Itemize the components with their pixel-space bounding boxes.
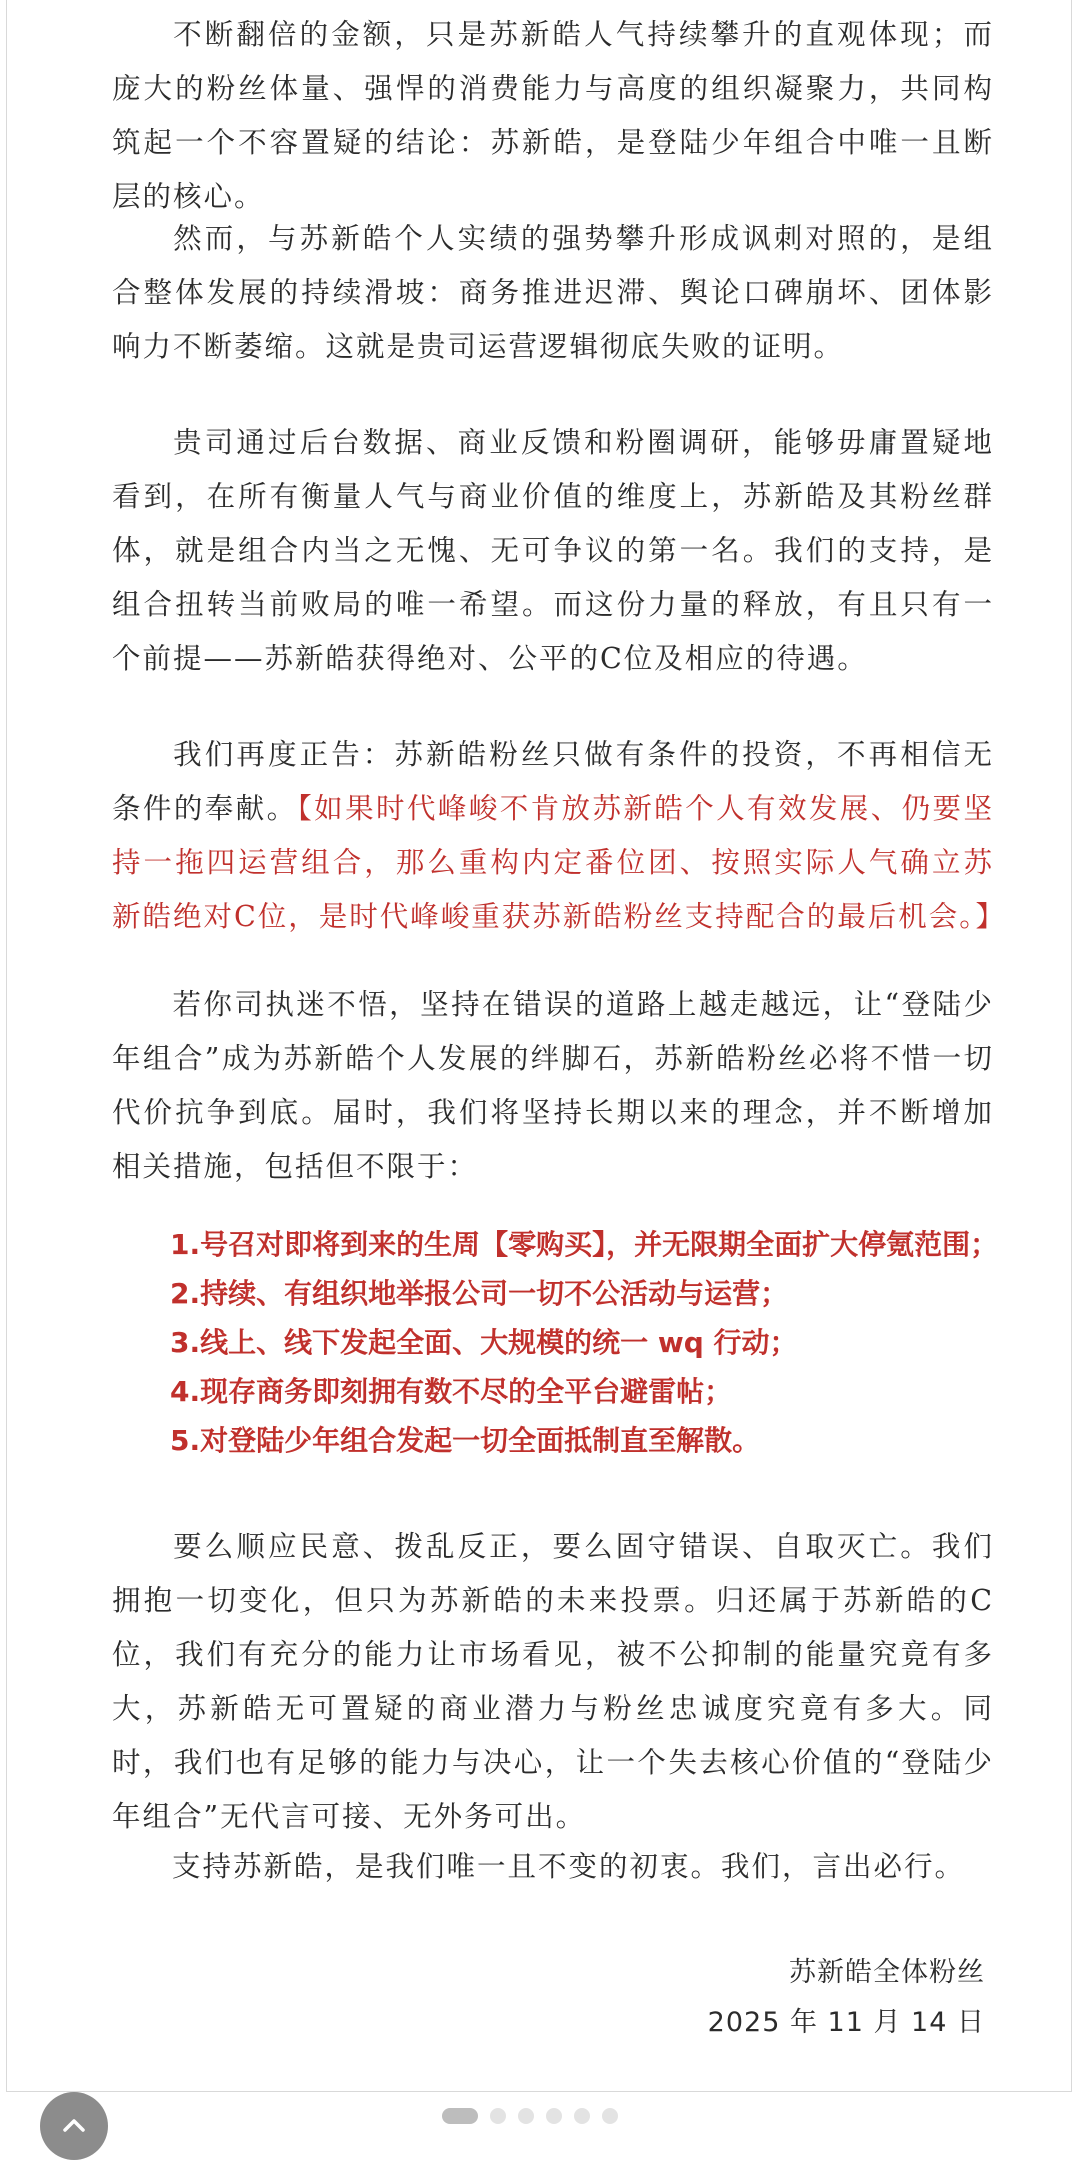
page-dot[interactable] <box>490 2108 506 2124</box>
measure-item: 3.线上、线下发起全面、大规模的统一 wq 行动； <box>170 1326 798 1359</box>
paragraph-closing: 支持苏新皓，是我们唯一且不变的初衷。我们，言出必行。 <box>172 1850 966 1883</box>
measures-list <box>170 1220 1020 1465</box>
paragraph-1: 不断翻倍的金额，只是苏新皓人气持续攀升的直观体现；而庞大的粉丝体量、强悍的消费能力与高度的组织凝聚力，共同构筑起一个不容置疑的结论：苏新皓，是登陆少年组合中唯一且断层的核心。 <box>112 18 994 213</box>
chevron-up-icon <box>59 2111 89 2141</box>
page-dot[interactable] <box>574 2108 590 2124</box>
scroll-to-top-button[interactable] <box>40 2092 108 2160</box>
paragraph-measures-intro: 若你司执迷不悟，坚持在错误的道路上越走越远，让“登陆少年组合”成为苏新皓个人发展的绊脚石，苏新皓粉丝必将不惜一切代价抗争到底。届时，我们将坚持长期以来的理念，并不断增加相关措施，包括但不限于： <box>112 988 994 1183</box>
paragraph-warning <box>112 728 1007 944</box>
page-dot[interactable] <box>442 2108 478 2124</box>
signature-date: 2025 年 11 月 14 日 <box>707 2007 985 2038</box>
warning-lead: 我们再度正告：苏新皓粉丝只做有条件的投资，不再相信无条件的奉献。 <box>112 738 994 825</box>
measure-item: 5.对登陆少年组合发起一切全面抵制直至解散。 <box>170 1424 761 1457</box>
measure-item: 1.号召对即将到来的生周【零购买】，并无限期全面扩大停氪范围； <box>170 1228 999 1261</box>
page-dot[interactable] <box>518 2108 534 2124</box>
signature-author: 苏新皓全体粉丝 <box>789 1957 985 1988</box>
page-dot[interactable] <box>546 2108 562 2124</box>
measure-item: 2.持续、有组织地举报公司一切不公活动与运营； <box>170 1277 789 1310</box>
warning-ultimatum: 【如果时代峰峻不肯放苏新皓个人有效发展、仍要坚持一拖四运营组合，那么重构内定番位团、按照实际人气确立苏新皓绝对C位，是时代峰峻重获苏新皓粉丝支持配合的最后机会。】 <box>112 792 1007 933</box>
paragraph-3: 贵司通过后台数据、商业反馈和粉圈调研，能够毋庸置疑地看到，在所有衡量人气与商业价值的维度上，苏新皓及其粉丝群体，就是组合内当之无愧、无可争议的第一名。我们的支持，是组合扭转当前败局的唯一希望。而这份力量的释放，有且只有一个前提——苏新皓获得绝对、公平的C位及相应的待遇。 <box>112 426 994 675</box>
paragraph-2: 然而，与苏新皓个人实绩的强势攀升形成讽刺对照的，是组合整体发展的持续滑坡：商务推进迟滞、舆论口碑崩坏、团体影响力不断萎缩。这就是贵司运营逻辑彻底失败的证明。 <box>112 222 994 363</box>
paragraph-choice: 要么顺应民意、拨乱反正，要么固守错误、自取灭亡。我们拥抱一切变化，但只为苏新皓的未来投票。归还属于苏新皓的C位，我们有充分的能力让市场看见，被不公抑制的能量究竟有多大，苏新皓无可置疑的商业潜力与粉丝忠诚度究竟有多大。同时，我们也有足够的能力与决心，让一个失去核心价值的“登陆少年组合”无代言可接、无外务可出。 <box>112 1530 994 1833</box>
page-indicator <box>442 2108 618 2124</box>
page-dot[interactable] <box>602 2108 618 2124</box>
measure-item: 4.现存商务即刻拥有数不尽的全平台避雷帖； <box>170 1375 733 1408</box>
